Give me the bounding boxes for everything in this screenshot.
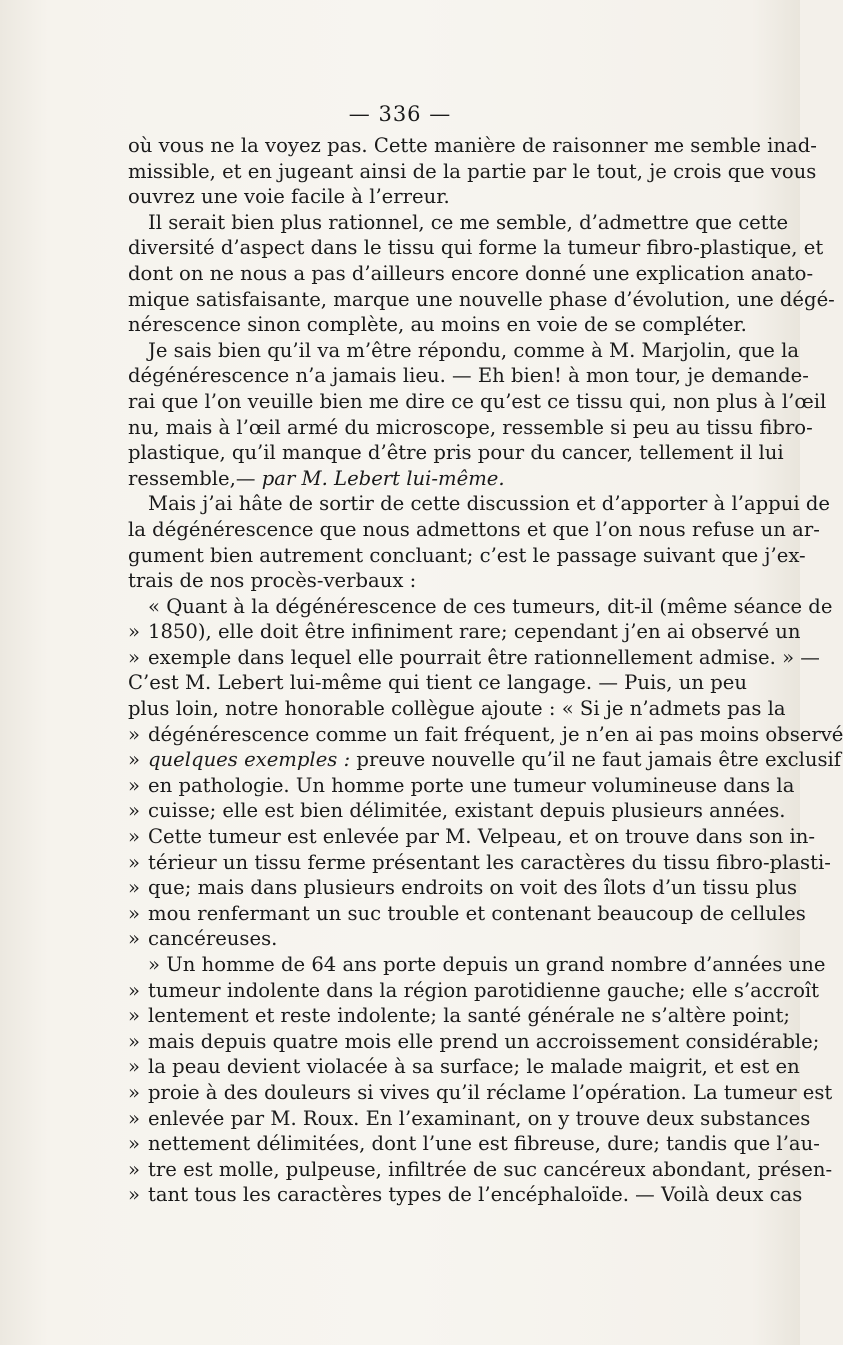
text-line: Mais j’ai hâte de sortir de cette discussion et d’apporter à l’appui de (148, 492, 830, 516)
quote-text: Cette tumeur est enlevée par M. Velpeau, et on trouve dans son in- (148, 825, 816, 849)
guillemet: » (128, 876, 140, 900)
text-line: dont on ne nous a pas d’ailleurs encore donné une explication anato- (128, 261, 814, 285)
guillemet: » (128, 620, 140, 644)
guillemet: » (128, 722, 140, 746)
text-line: « Quant à la dégénérescence de ces tumeurs, dit-il (même séance de (148, 594, 833, 618)
text-line: plus loin, notre honorable collègue ajoute : « Si je n’admets pas la (128, 697, 786, 721)
guillemet: » (128, 1055, 140, 1079)
quote-text: mou renfermant un suc trouble et contenant beaucoup de cellules (148, 901, 806, 925)
quote-text: tumeur indolente dans la région parotidienne gauche; elle s’accroît (148, 978, 820, 1002)
quote-line (128, 978, 820, 1004)
guillemet: » (128, 850, 140, 874)
text-run: ressemble,— (128, 466, 256, 490)
quote-text: la peau devient violacée à sa surface; le malade maigrit, et est en (148, 1055, 800, 1079)
guillemet: » (128, 1157, 140, 1181)
quote-line (128, 1003, 791, 1029)
quote-line (128, 1106, 811, 1132)
text-line (128, 466, 738, 492)
guillemet: » (128, 1029, 140, 1053)
quote-text: cuisse; elle est bien délimitée, existant depuis plusieurs années. (148, 799, 786, 823)
quote-line (128, 1157, 833, 1183)
text-line: dégénérescence n’a jamais lieu. — Eh bien! à mon tour, je demande- (128, 364, 809, 388)
guillemet: » (128, 825, 140, 849)
quote-line (128, 1080, 833, 1106)
quote-line (128, 722, 843, 748)
text-line: mique satisfaisante, marque une nouvelle phase d’évolution, une dégé- (128, 287, 835, 311)
quote-text: lentement et reste indolente; la santé générale ne s’altère point; (148, 1004, 791, 1028)
quote-line (128, 1182, 803, 1208)
text-run: preuve nouvelle qu’il ne faut jamais être exclusif (356, 748, 842, 772)
guillemet: » (128, 799, 140, 823)
italic-phrase: quelques exemples : (148, 748, 351, 772)
quote-line (128, 747, 842, 773)
guillemet: » (128, 978, 140, 1002)
quote-text: dégénérescence comme un fait fréquent, je n’en ai pas moins observé (148, 722, 843, 746)
quote-text: exemple dans lequel elle pourrait être rationnellement admise. » — (148, 645, 820, 669)
italic-attribution: par M. Lebert lui-même. (261, 466, 505, 490)
text-line: trais de nos procès-verbaux : (128, 569, 417, 593)
quote-text: tant tous les caractères types de l’encéphaloïde. — Voilà deux cas (148, 1183, 803, 1207)
text-line: Il serait bien plus rationnel, ce me semble, d’admettre que cette (148, 210, 789, 234)
quote-text: tre est molle, pulpeuse, infiltrée de suc cancéreux abondant, présen- (148, 1157, 833, 1181)
quote-text: mais depuis quatre mois elle prend un accroissement considérable; (148, 1029, 820, 1053)
text-line: nu, mais à l’œil armé du microscope, ressemble si peu au tissu fibro- (128, 415, 813, 439)
quote-line (128, 926, 738, 952)
text-line: » Un homme de 64 ans porte depuis un grand nombre d’années une (148, 953, 826, 976)
body-text (128, 133, 843, 1208)
guillemet: » (128, 1183, 140, 1207)
page-number: — 336 — (348, 102, 452, 126)
text-line: nérescence sinon complète, au moins en voie de se compléter. (128, 313, 747, 337)
quote-text: en pathologie. Un homme porte une tumeur volumineuse dans la (148, 773, 795, 797)
quote-line (128, 619, 801, 645)
quote-line (128, 901, 806, 927)
quote-line (128, 1131, 820, 1157)
text-line: Je sais bien qu’il va m’être répondu, comme à M. Marjolin, que la (148, 338, 800, 362)
quote-text: 1850), elle doit être infiniment rare; cependant j’en ai observé un (148, 620, 801, 644)
quote-line (128, 875, 798, 901)
quote-text: enlevée par M. Roux. En l’examinant, on y trouve deux substances (148, 1106, 811, 1130)
quote-text (128, 747, 842, 773)
quote-line (128, 850, 831, 876)
text-line: missible, et en jugeant ainsi de la partie par le tout, je crois que vous (128, 159, 817, 183)
guillemet: » (128, 645, 140, 669)
quote-text: térieur un tissu ferme présentant les caractères du tissu fibro-plasti- (148, 850, 831, 874)
guillemet: » (128, 1106, 140, 1130)
quote-text: que; mais dans plusieurs endroits on voit des îlots d’un tissu plus (148, 876, 798, 900)
text-line: C’est M. Lebert lui-même qui tient ce langage. — Puis, un peu (128, 671, 747, 695)
quote-text: proie à des douleurs si vives qu’il réclame l’opération. La tumeur est (148, 1080, 833, 1104)
quote-line (128, 1029, 820, 1055)
quote-line (128, 773, 795, 799)
guillemet: » (128, 748, 140, 772)
quote-text: nettement délimitées, dont l’une est fibreuse, dure; tandis que l’au- (148, 1132, 820, 1156)
quote-line (128, 645, 820, 671)
text-line: diversité d’aspect dans le tissu qui forme la tumeur fibro-plastique, et (128, 236, 824, 260)
quote-line (128, 1054, 800, 1080)
quote-line (128, 824, 816, 850)
guillemet: » (128, 927, 140, 951)
text-line: plastique, qu’il manque d’être pris pour du cancer, tellement il lui (128, 441, 784, 465)
guillemet: » (128, 1004, 140, 1028)
guillemet: » (128, 901, 140, 925)
text-line: ouvrez une voie facile à l’erreur. (128, 185, 450, 209)
text-line: la dégénérescence que nous admettons et que l’on nous refuse un ar- (128, 517, 820, 541)
guillemet: » (128, 1132, 140, 1156)
quote-line (128, 798, 786, 824)
text-line: rai que l’on veuille bien me dire ce qu’est ce tissu qui, non plus à l’œil (128, 389, 827, 413)
quote-text: cancéreuses. (148, 927, 278, 951)
text-line: gument bien autrement concluant; c’est le passage suivant que j’ex- (128, 543, 806, 567)
guillemet: » (128, 773, 140, 797)
guillemet: » (128, 1080, 140, 1104)
text-line: où vous ne la voyez pas. Cette manière de raisonner me semble inad- (128, 134, 817, 157)
